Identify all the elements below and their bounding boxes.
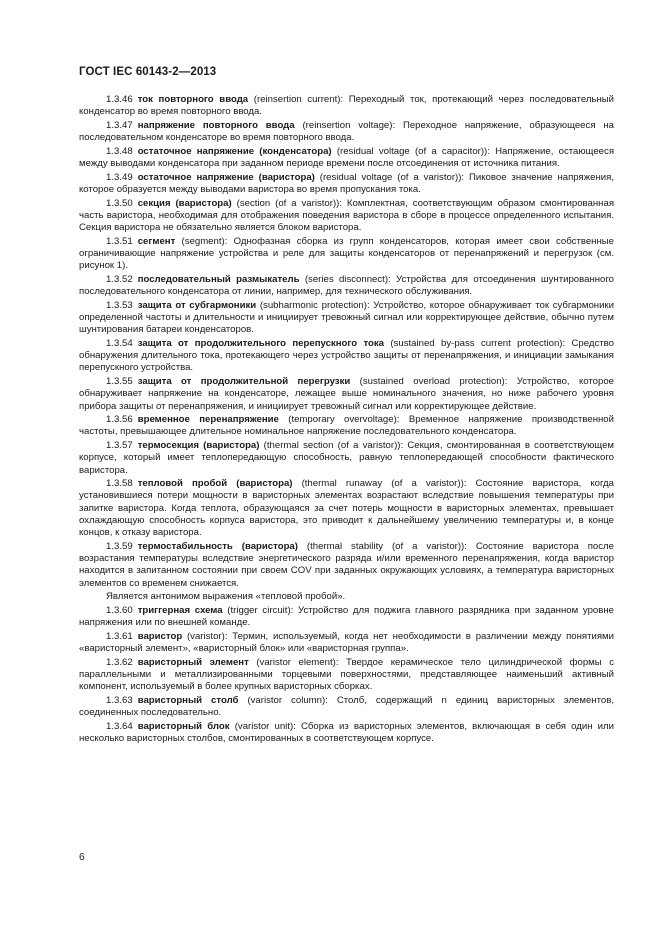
term: сегмент (137, 235, 176, 247)
definition-text: (series disconnect): Устройства для отсоединения шунтированного последовательного конденсатора от линии, например, для технического обслуживания. (79, 273, 614, 298)
definition-entry (79, 541, 614, 590)
term: временное перенапряжение (137, 414, 279, 426)
clause-number: 1.3.63 (106, 694, 133, 706)
definition-entry (79, 94, 614, 119)
definition-entry (79, 376, 614, 413)
clause-number: 1.3.61 (106, 630, 133, 642)
definition-entry (79, 657, 614, 694)
definition-entry (79, 414, 614, 439)
clause-number: 1.3.60 (106, 604, 133, 616)
definition-text: (trigger circuit): Устройство для поджига главного разрядника при заданном уровне напряжения или по внешней команде. (79, 604, 614, 629)
term: варисторный столб (137, 694, 239, 706)
term: варисторный элемент (137, 656, 249, 668)
term: защита от продолжительного перепускного тока (137, 337, 385, 349)
clause-number: 1.3.57 (106, 440, 133, 452)
term: варисторный блок (137, 720, 230, 732)
clause-number: 1.3.53 (106, 299, 133, 311)
definition-text: (thermal runaway (of a varistor)): Состояние варистора, когда установившиеся потери мощности в варисторных элементах возрастают вследствие повышения температуры при запитке варистора. Когда теплота, образующаяся за счет потерь мощности в варисторных элементах, превышает охлаждающую способность корпуса варистора, это приводит к дальнейшему увеличению температуры и, в конце концов, к отказу варистора. (79, 478, 614, 539)
definition-text: (reinsertion voltage): Переходное напряжение, образующееся на последовательном конденсаторе во время повторного ввода. (79, 119, 614, 144)
definition-text: (temporary overvoltage): Временное напряжение производственной частоты, превышающее длительное номинальное напряжение последовательного конденсатора. (79, 414, 614, 438)
term: защита от продолжительной перегрузки (137, 376, 351, 388)
definition-text: (varistor column): Столб, содержащий n единиц варисторных элементов, соединенных последовательно. (79, 694, 614, 719)
page-number: 6 (79, 852, 85, 863)
term: термостабильность (варистора) (137, 540, 298, 552)
definitions-list (79, 94, 614, 747)
clause-number: 1.3.48 (106, 145, 133, 157)
definition-entry (79, 478, 614, 539)
definition-text: (sustained by-pass current protection): Средство обнаружения длительного тока, протекающего через устройство защиты от перенапряжения, и инициации замыкания перепускного устройства. (79, 337, 614, 374)
definition-entry (79, 172, 614, 197)
term: остаточное напряжение (варистора) (137, 171, 315, 183)
definition-entry (79, 300, 614, 337)
definition-text: (varistor unit): Сборка из варисторных элементов, включающая в себя один или несколько варисторных столбов, смонтированных в соответствующем корпусе. (79, 720, 614, 744)
clause-number: 1.3.64 (106, 720, 133, 732)
definition-entry (79, 721, 614, 746)
definition-text: (varistor element): Твердое керамическое тело цилиндрической формы с параллельными и металлизированными торцевыми поверхностями, представляющее наименьший активный компонент, используемый в более крупных варисторных сборках. (79, 656, 614, 693)
standard-header: ГОСТ IEC 60143-2—2013 (79, 66, 217, 78)
clause-number: 1.3.56 (106, 414, 133, 426)
clause-number: 1.3.49 (106, 171, 133, 183)
term: защита от субгармоники (137, 299, 257, 311)
definition-text: (thermal section (of a varistor)): Секция, смонтированная в соответствующем корпусе, который имеет теплопередающую способность, равную теплопередающей способности фактического варистора. (79, 440, 614, 476)
term: варистор (137, 630, 183, 642)
definition-text: (residual voltage (of a capacitor)): Напряжение, остающееся между выводами конденсатора при заданном периоде времени после отсоединения от источника питания. (79, 145, 615, 170)
definition-entry (79, 198, 614, 235)
clause-number: 1.3.46 (106, 94, 133, 105)
term: остаточное напряжение (конденсатора) (137, 145, 332, 157)
definition-text: (segment): Однофазная сборка из групп конденсаторов, которая имеет свои собственные ограничивающие напряжение устройства и реле для защиты конденсаторов от перенапряжений и перегрузок (см. рисунок 1). (79, 235, 614, 272)
clause-number: 1.3.51 (106, 235, 133, 247)
definition-entry (79, 274, 614, 299)
definition-entry (79, 338, 614, 375)
definition-entry (79, 631, 614, 656)
definition-text: (thermal stability (of a varistor)): Состояние варистора после возрастания температуры вследствие энергетического разряда и/или временного перенапряжения, когда варистор находится в запитанном состоянии при своем COV при заданных окружающих условиях, а температура варисторных элементов со временем снижается. (79, 540, 614, 589)
term: термосекция (варистора) (137, 440, 260, 452)
clause-number: 1.3.50 (106, 197, 133, 209)
clause-number: 1.3.47 (106, 119, 133, 131)
term: секция (варистора) (137, 197, 232, 209)
definition-entry (79, 236, 614, 273)
definition-text: (reinsertion current): Переходный ток, протекающий через последовательный конденсатор во время повторного ввода. (79, 94, 614, 118)
clause-number: 1.3.55 (106, 376, 133, 388)
term: последовательный размыкатель (137, 273, 300, 285)
clause-number: 1.3.59 (106, 540, 133, 552)
definition-entry (79, 120, 614, 145)
term: напряжение повторного ввода (137, 119, 295, 131)
clause-number: 1.3.54 (106, 337, 133, 349)
term: триггерная схема (137, 604, 223, 616)
definition-entry (79, 695, 614, 720)
definition-text: (subharmonic protection): Устройство, которое обнаруживает ток субгармоники определенной частоты и длительности и инициирует тревожный сигнал или корректирующее действие, обычно путем шунтирования батареи конденсаторов. (79, 299, 614, 336)
definition-text: (residual voltage (of a varistor)): Пиковое значение напряжения, которое образуется между выводами варистора во время пропускания тока. (79, 171, 614, 195)
definition-note (79, 591, 614, 603)
definition-text: (section (of a varistor)): Комплектная, соответствующим образом смонтированная часть варистора, необходимая для отображения поведения варистора в сборе в процессе определенного испытания. Секция варистора не обязательно является блоком варистора. (79, 197, 615, 234)
clause-number: 1.3.62 (106, 656, 133, 668)
clause-number: 1.3.52 (106, 273, 133, 285)
definition-text: (varistor): Термин, используемый, когда нет необходимости в различении между понятиями «варисторный элемент», «варисторный блок» или «варисторная группа». (79, 630, 614, 654)
definition-entry (79, 146, 614, 171)
definition-entry (79, 605, 614, 630)
term: тепловой пробой (варистора) (137, 478, 293, 490)
term: ток повторного ввода (137, 94, 249, 105)
definition-entry (79, 440, 614, 477)
definition-text: Является антонимом выражения «тепловой пробой». (106, 591, 346, 603)
definition-text: (sustained overload protection): Устройство, которое обнаруживает напряжение на конденсаторе, лежащее выше номинального значения, но ниже рабочего уровня прибора защиты от перенапряжения, и инициирует тревожный сигнал или корректирующее действие. (79, 376, 615, 412)
clause-number: 1.3.58 (106, 478, 133, 490)
